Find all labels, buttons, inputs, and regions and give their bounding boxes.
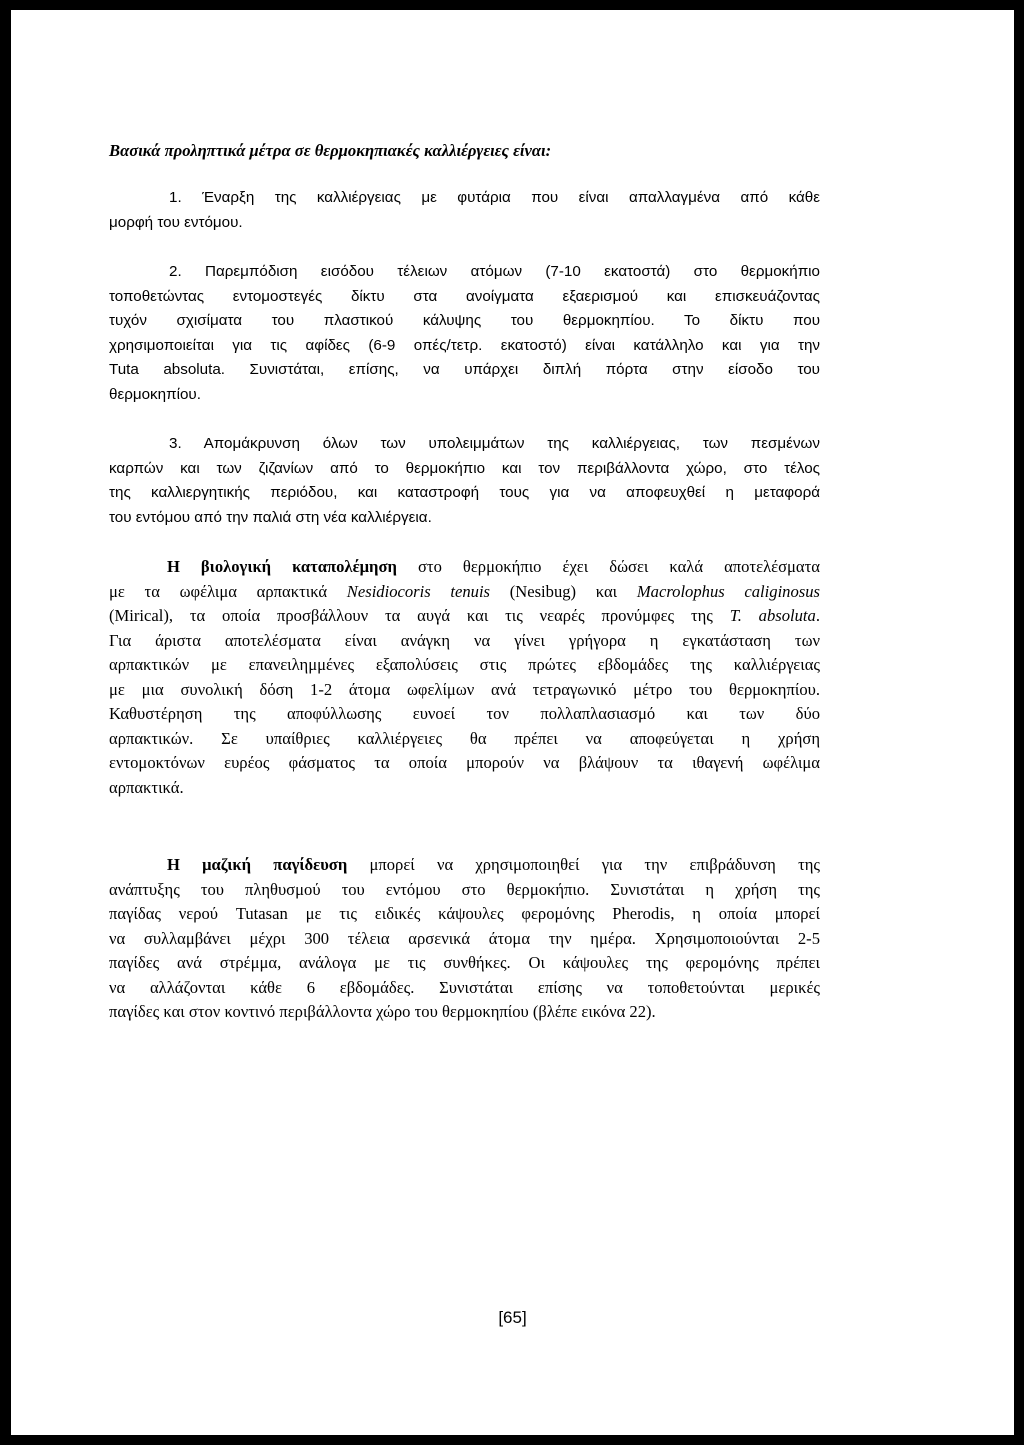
list-item-1-line: μορφή του εντόμου. — [109, 213, 243, 231]
bold-term: Η βιολογική καταπολέμηση — [167, 557, 397, 576]
paragraph-line: ανάπτυξης του πληθυσμού του εντόμου στο θερμοκήπιο. Συνιστάται η χρήση της — [109, 879, 820, 899]
list-item-2 — [109, 260, 820, 407]
paragraph-line: να συλλαμβάνει μέχρι 300 τέλεια αρσενικά άτομα την ημέρα. Χρησιμοποιούνται 2-5 — [109, 928, 820, 948]
list-item-2-line: τυχόν σχισίματα του πλαστικού κάλυψης του θερμοκηπίου. Το δίκτυ που — [109, 312, 820, 329]
list-item-2-line: τοποθετώντας εντομοστεγές δίκτυ στα ανοίγματα εξαερισμού και επισκευάζοντας — [109, 287, 820, 305]
list-item-3-line: της καλλιεργητικής περιόδου, και καταστροφή τους για να αποφευχθεί η μεταφορά — [109, 484, 820, 501]
paragraph-line: Για άριστα αποτελέσματα είναι ανάγκη να γίνει γρήγορα η εγκατάσταση των — [109, 630, 820, 650]
paragraph-line: αρπακτικών. Σε υπαίθριες καλλιέργειες θα πρέπει να αποφεύγεται η χρήση — [109, 728, 820, 748]
document-page — [11, 10, 1014, 1435]
biological-control-paragraph — [109, 555, 820, 800]
mass-trapping-paragraph — [109, 853, 820, 1025]
list-item-2-line: Tuta absoluta. Συνιστάται, επίσης, να υπάρχει διπλή πόρτα στην είσοδο του — [109, 361, 820, 378]
list-item-3-line: καρπών και των ζιζανίων από το θερμοκήπιο και τον περιβάλλοντα χώρο, στο τέλος — [109, 459, 820, 477]
list-item-2-line: θερμοκηπίου. — [109, 385, 201, 403]
paragraph-line: Η βιολογική καταπολέμηση στο θερμοκήπιο έχει δώσει καλά αποτελέσματα — [167, 557, 820, 576]
paragraph-line: Η μαζική παγίδευση μπορεί να χρησιμοποιηθεί για την επιβράδυνση της — [167, 855, 820, 874]
list-item-2-line: χρησιμοποιείται για τις αφίδες (6-9 οπές/τετρ. εκατοστό) είναι κατάλληλο και για την — [109, 336, 820, 354]
list-item-1 — [109, 186, 820, 235]
species-name: Macrolophus caliginosus — [636, 581, 820, 601]
list-item-3-line: 3. Απομάκρυνση όλων των υπολειμμάτων της καλλιέργειας, των πεσμένων — [169, 435, 820, 452]
list-item-1-line: 1. Έναρξη της καλλιέργειας με φυτάρια που είναι απαλλαγμένα από κάθε — [169, 189, 820, 206]
paragraph-line: να αλλάζονται κάθε 6 εβδομάδες. Συνιστάται επίσης να τοποθετούνται μερικές — [109, 977, 820, 997]
paragraph-line: με μια συνολική δόση 1-2 άτομα ωφελίμων ανά τετραγωνικό μέτρο του θερμοκηπίου. — [109, 679, 820, 699]
list-item-2-line: 2. Παρεμπόδιση εισόδου τέλειων ατόμων (7-10 εκατοστά) στο θερμοκήπιο — [169, 263, 820, 280]
bold-term: Η μαζική παγίδευση — [167, 855, 348, 874]
list-item-3 — [109, 432, 820, 530]
paragraph-line: παγίδες και στον κοντινό περιβάλλοντα χώρο του θερμοκηπίου (βλέπε εικόνα 22). — [109, 1002, 656, 1021]
list-item-3-line: του εντόμου από την παλιά στη νέα καλλιέργεια. — [109, 508, 432, 526]
section-heading: Βασικά προληπτικά μέτρα σε θερμοκηπιακές καλλιέργειες είναι: — [109, 141, 552, 160]
paragraph-line: Καθυστέρηση της αποφύλλωσης ευνοεί τον πολλαπλασιασμό και των δύο — [109, 704, 820, 723]
paragraph-line: παγίδας νερού Tutasan με τις ειδικές κάψουλες φερομόνης Pherodis, η οποία μπορεί — [109, 904, 820, 923]
species-name: Nesidiocoris tenuis — [346, 581, 491, 601]
page-number: [65] — [498, 1308, 527, 1327]
paragraph-line: με τα ωφέλιμα αρπακτικά Nesidiocoris tenuis (Nesibug) και Macrolophus caliginosus — [109, 581, 820, 601]
paragraph-line: εντομοκτόνων ευρέος φάσματος τα οποία μπορούν να βλάψουν τα ιθαγενή ωφέλιμα — [109, 753, 820, 772]
paragraph-line: αρπακτικά. — [109, 777, 184, 797]
species-name: T. absoluta — [729, 606, 816, 625]
paragraph-line: αρπακτικών με επανειλημμένες εξαπολύσεις στις πρώτες εβδομάδες της καλλιέργειας — [109, 655, 820, 674]
paragraph-line: παγίδες ανά στρέμμα, ανάλογα με τις συνθήκες. Οι κάψουλες της φερομόνης πρέπει — [109, 953, 820, 972]
paragraph-line: (Mirical), τα οποία προσβάλλουν τα αυγά και τις νεαρές προνύμφες της T. absoluta. — [109, 606, 820, 625]
